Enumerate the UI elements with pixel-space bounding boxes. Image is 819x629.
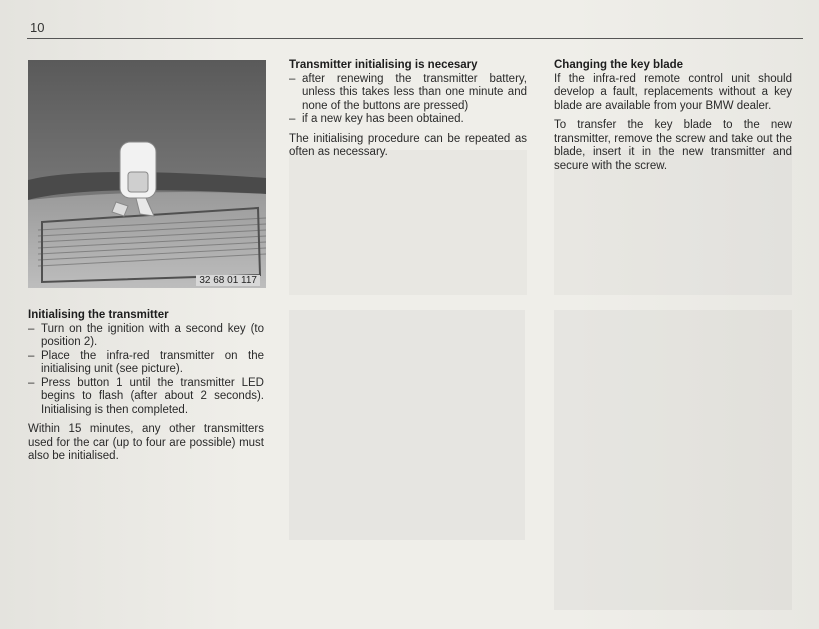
list-item: – after renewing the transmitter battery, unless this takes less than one minute and none of the buttons are pressed)	[289, 73, 527, 114]
bleed-shading	[289, 150, 527, 295]
section-key-blade	[554, 59, 792, 173]
condition-list	[289, 73, 527, 127]
figure-reference-number: 32 68 01 117	[196, 275, 260, 286]
list-item: – if a new key has been obtained.	[289, 113, 527, 127]
header-rule	[27, 38, 803, 39]
body-paragraph: The initialising procedure can be repeated as often as necessary.	[289, 132, 527, 158]
section-title: Initialising the transmitter	[28, 309, 169, 321]
section-necessary	[289, 59, 527, 160]
photo-illustration	[28, 60, 266, 288]
list-item: – Press button 1 until the transmitter LED begins to flash (after about 2 seconds). Initialising is then completed.	[28, 377, 264, 418]
step-list	[28, 323, 264, 418]
body-paragraph: Within 15 minutes, any other transmitters used for the car (up to four are possible) must also be initialised.	[28, 423, 264, 462]
list-item: – Turn on the ignition with a second key (to position 2).	[28, 323, 264, 350]
body-paragraph: To transfer the key blade to the new transmitter, remove the screw and take out the blade, insert it in the new transmitter and secure with the screw.	[554, 119, 792, 172]
page-number: 10	[30, 20, 45, 35]
section-title: Transmitter initialising is necesary	[289, 59, 478, 71]
section-initialising	[28, 309, 264, 464]
initialising-unit-photo	[28, 60, 266, 288]
body-paragraph: If the infra-red remote control unit should develop a fault, replacements without a key blade are available from your BMW dealer.	[554, 72, 792, 112]
section-title: Changing the key blade	[554, 59, 684, 71]
bleed-through-text	[289, 310, 525, 540]
list-item: – Place the infra-red transmitter on the initialising unit (see picture).	[28, 350, 264, 377]
bleed-through-text	[554, 310, 792, 610]
